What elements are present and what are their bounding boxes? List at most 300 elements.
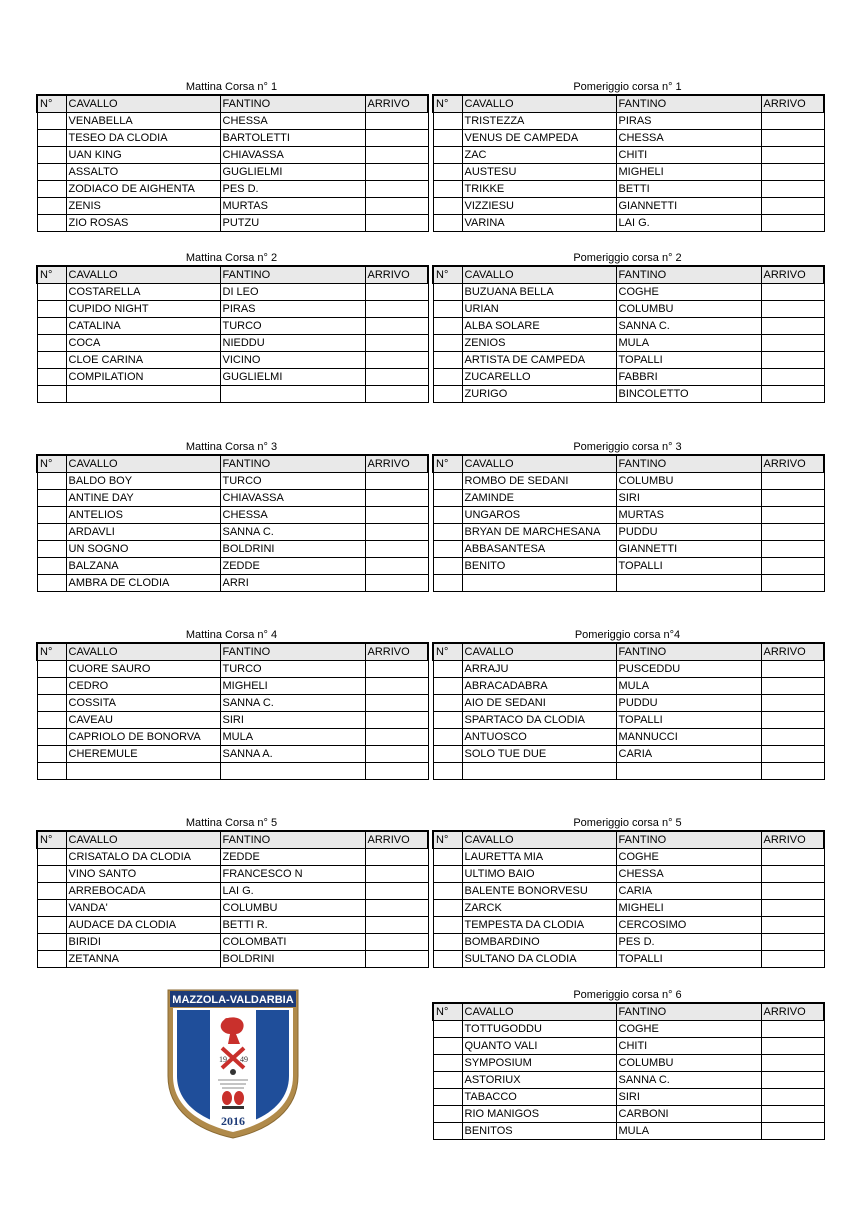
jockey-cell: NIEDDU bbox=[220, 335, 365, 352]
table-row bbox=[37, 558, 428, 575]
table-row bbox=[433, 678, 824, 695]
race-grid bbox=[432, 94, 825, 232]
horse-cell: VARINA bbox=[462, 215, 616, 232]
number-cell bbox=[433, 284, 462, 301]
number-cell bbox=[433, 181, 462, 198]
header-arrival: ARRIVO bbox=[761, 643, 824, 661]
number-cell bbox=[37, 541, 66, 558]
header-horse: CAVALLO bbox=[462, 831, 616, 849]
horse-cell: SOLO TUE DUE bbox=[462, 746, 616, 763]
number-cell bbox=[433, 661, 462, 678]
jockey-cell: BETTI bbox=[616, 181, 761, 198]
arrival-cell bbox=[761, 1072, 824, 1089]
jockey-cell: GIANNETTI bbox=[616, 198, 761, 215]
table-row bbox=[37, 198, 428, 215]
arrival-cell bbox=[365, 951, 428, 968]
table-row bbox=[37, 507, 428, 524]
number-cell bbox=[37, 215, 66, 232]
jockey-cell bbox=[616, 575, 761, 592]
arrival-cell bbox=[365, 130, 428, 147]
jockey-cell: CHESSA bbox=[220, 507, 365, 524]
arrival-cell bbox=[761, 386, 824, 403]
arrival-cell bbox=[761, 147, 824, 164]
horse-cell: VANDA' bbox=[66, 900, 220, 917]
number-cell bbox=[37, 352, 66, 369]
number-cell bbox=[37, 575, 66, 592]
table-row bbox=[433, 301, 824, 318]
horse-cell: ARREBOCADA bbox=[66, 883, 220, 900]
arrival-cell bbox=[761, 473, 824, 490]
horse-cell: VENUS DE CAMPEDA bbox=[462, 130, 616, 147]
number-cell bbox=[37, 130, 66, 147]
header-arrival: ARRIVO bbox=[761, 1003, 824, 1021]
header-row bbox=[433, 266, 824, 284]
table-row bbox=[37, 490, 428, 507]
arrival-cell bbox=[365, 473, 428, 490]
arrival-cell bbox=[365, 883, 428, 900]
arrival-cell bbox=[365, 746, 428, 763]
header-horse: CAVALLO bbox=[462, 95, 616, 113]
logo-title: MAZZOLA-VALDARBIA bbox=[172, 994, 294, 1006]
arrival-cell bbox=[761, 1021, 824, 1038]
table-row bbox=[37, 746, 428, 763]
horse-cell: ZURIGO bbox=[462, 386, 616, 403]
horse-cell: COSSITA bbox=[66, 695, 220, 712]
number-cell bbox=[37, 524, 66, 541]
number-cell bbox=[433, 369, 462, 386]
table-row bbox=[37, 473, 428, 490]
race-grid bbox=[36, 830, 429, 968]
arrival-cell bbox=[761, 661, 824, 678]
header-number: N° bbox=[37, 266, 66, 284]
header-arrival: ARRIVO bbox=[761, 455, 824, 473]
arrival-cell bbox=[365, 215, 428, 232]
horse-cell: ZUCARELLO bbox=[462, 369, 616, 386]
number-cell bbox=[433, 541, 462, 558]
race-grid bbox=[432, 454, 825, 592]
horse-cell: LAURETTA MIA bbox=[462, 849, 616, 866]
arrival-cell bbox=[365, 507, 428, 524]
table-row bbox=[433, 1072, 824, 1089]
header-number: N° bbox=[37, 95, 66, 113]
number-cell bbox=[433, 1089, 462, 1106]
jockey-cell: CHESSA bbox=[616, 130, 761, 147]
horse-cell bbox=[66, 386, 220, 403]
arrival-cell bbox=[761, 900, 824, 917]
race-table-7 bbox=[36, 628, 427, 780]
header-number: N° bbox=[433, 95, 462, 113]
jockey-cell: MIGHELI bbox=[616, 900, 761, 917]
race-title: Mattina Corsa n° 1 bbox=[185, 81, 278, 93]
arrival-cell bbox=[761, 318, 824, 335]
jockey-cell: COGHE bbox=[616, 284, 761, 301]
arrival-cell bbox=[365, 352, 428, 369]
table-row bbox=[433, 558, 824, 575]
table-row bbox=[433, 883, 824, 900]
header-arrival: ARRIVO bbox=[761, 95, 824, 113]
arrival-cell bbox=[761, 678, 824, 695]
header-row bbox=[37, 266, 428, 284]
jockey-cell: TOPALLI bbox=[616, 352, 761, 369]
arrival-cell bbox=[761, 369, 824, 386]
horse-cell: QUANTO VALI bbox=[462, 1038, 616, 1055]
horse-cell: ABBASANTESA bbox=[462, 541, 616, 558]
horse-cell: ARDAVLI bbox=[66, 524, 220, 541]
number-cell bbox=[433, 678, 462, 695]
jockey-cell: BETTI R. bbox=[220, 917, 365, 934]
number-cell bbox=[37, 335, 66, 352]
race-grid bbox=[432, 1002, 825, 1140]
arrival-cell bbox=[365, 934, 428, 951]
arrival-cell bbox=[365, 661, 428, 678]
table-row bbox=[433, 198, 824, 215]
race-table-4 bbox=[432, 251, 823, 403]
table-row bbox=[37, 130, 428, 147]
horse-cell: BALENTE BONORVESU bbox=[462, 883, 616, 900]
horse-cell: TEMPESTA DA CLODIA bbox=[462, 917, 616, 934]
horse-cell bbox=[66, 763, 220, 780]
race-title: Pomeriggio corsa n° 1 bbox=[573, 81, 682, 93]
table-row bbox=[433, 729, 824, 746]
horse-cell: CHEREMULE bbox=[66, 746, 220, 763]
header-row bbox=[37, 831, 428, 849]
jockey-cell bbox=[616, 763, 761, 780]
jockey-cell: PUDDU bbox=[616, 524, 761, 541]
race-title: Pomeriggio corsa n° 3 bbox=[573, 441, 682, 453]
header-row bbox=[433, 1003, 824, 1021]
arrival-cell bbox=[365, 524, 428, 541]
jockey-cell: MURTAS bbox=[220, 198, 365, 215]
horse-cell: ZAC bbox=[462, 147, 616, 164]
race-title: Mattina Corsa n° 3 bbox=[185, 441, 278, 453]
jockey-cell: SIRI bbox=[616, 1089, 761, 1106]
table-row bbox=[37, 661, 428, 678]
table-row bbox=[37, 318, 428, 335]
race-table-1 bbox=[36, 80, 427, 232]
arrival-cell bbox=[365, 558, 428, 575]
jockey-cell: DI LEO bbox=[220, 284, 365, 301]
arrival-cell bbox=[761, 1055, 824, 1072]
horse-cell: ANTINE DAY bbox=[66, 490, 220, 507]
jockey-cell: LAI G. bbox=[616, 215, 761, 232]
horse-cell: CATALINA bbox=[66, 318, 220, 335]
header-number: N° bbox=[433, 266, 462, 284]
number-cell bbox=[37, 900, 66, 917]
jockey-cell: CARBONI bbox=[616, 1106, 761, 1123]
horse-cell: CAVEAU bbox=[66, 712, 220, 729]
jockey-cell bbox=[220, 386, 365, 403]
number-cell bbox=[433, 1123, 462, 1140]
arrival-cell bbox=[761, 301, 824, 318]
horse-cell: SPARTACO DA CLODIA bbox=[462, 712, 616, 729]
arrival-cell bbox=[761, 1123, 824, 1140]
header-arrival: ARRIVO bbox=[365, 95, 428, 113]
race-grid bbox=[36, 454, 429, 592]
arrival-cell bbox=[761, 130, 824, 147]
arrival-cell bbox=[761, 1106, 824, 1123]
number-cell bbox=[433, 695, 462, 712]
table-row bbox=[37, 849, 428, 866]
header-number: N° bbox=[37, 831, 66, 849]
arrival-cell bbox=[761, 164, 824, 181]
arrival-cell bbox=[761, 575, 824, 592]
jockey-cell: FABBRI bbox=[616, 369, 761, 386]
arrival-cell bbox=[365, 301, 428, 318]
jockey-cell: MIGHELI bbox=[616, 164, 761, 181]
number-cell bbox=[37, 712, 66, 729]
jockey-cell: BOLDRINI bbox=[220, 541, 365, 558]
logo-year: 2016 bbox=[221, 1114, 245, 1128]
jockey-cell: TOPALLI bbox=[616, 558, 761, 575]
jockey-cell: BOLDRINI bbox=[220, 951, 365, 968]
jockey-cell bbox=[220, 763, 365, 780]
table-row bbox=[433, 746, 824, 763]
horse-cell: ROMBO DE SEDANI bbox=[462, 473, 616, 490]
table-row bbox=[37, 541, 428, 558]
number-cell bbox=[433, 507, 462, 524]
horse-cell: AMBRA DE CLODIA bbox=[66, 575, 220, 592]
number-cell bbox=[433, 883, 462, 900]
horse-cell: CLOE CARINA bbox=[66, 352, 220, 369]
horse-cell: ZENIOS bbox=[462, 335, 616, 352]
horse-cell: ARTISTA DE CAMPEDA bbox=[462, 352, 616, 369]
table-row bbox=[433, 661, 824, 678]
jockey-cell: GIANNETTI bbox=[616, 541, 761, 558]
number-cell bbox=[37, 866, 66, 883]
arrival-cell bbox=[761, 1038, 824, 1055]
number-cell bbox=[433, 524, 462, 541]
horse-cell: BALZANA bbox=[66, 558, 220, 575]
number-cell bbox=[433, 917, 462, 934]
table-row bbox=[37, 301, 428, 318]
header-row bbox=[433, 95, 824, 113]
header-jockey: FANTINO bbox=[616, 643, 761, 661]
horse-cell: AUDACE DA CLODIA bbox=[66, 917, 220, 934]
header-jockey: FANTINO bbox=[220, 643, 365, 661]
table-row bbox=[433, 866, 824, 883]
table-row bbox=[433, 147, 824, 164]
arrival-cell bbox=[761, 113, 824, 130]
table-row bbox=[37, 181, 428, 198]
table-row bbox=[433, 181, 824, 198]
arrival-cell bbox=[761, 558, 824, 575]
jockey-cell: PIRAS bbox=[220, 301, 365, 318]
arrival-cell bbox=[761, 284, 824, 301]
jockey-cell: COGHE bbox=[616, 849, 761, 866]
number-cell bbox=[433, 849, 462, 866]
horse-cell: SULTANO DA CLODIA bbox=[462, 951, 616, 968]
horse-cell: CUORE SAURO bbox=[66, 661, 220, 678]
number-cell bbox=[433, 575, 462, 592]
header-horse: CAVALLO bbox=[66, 266, 220, 284]
table-row bbox=[433, 1123, 824, 1140]
horse-cell: BRYAN DE MARCHESANA bbox=[462, 524, 616, 541]
table-row bbox=[433, 951, 824, 968]
jockey-cell: GUGLIELMI bbox=[220, 369, 365, 386]
jockey-cell: BARTOLETTI bbox=[220, 130, 365, 147]
jockey-cell: CHESSA bbox=[616, 866, 761, 883]
jockey-cell: VICINO bbox=[220, 352, 365, 369]
jockey-cell: PUDDU bbox=[616, 695, 761, 712]
jockey-cell: PUTZU bbox=[220, 215, 365, 232]
horse-cell: AUSTESU bbox=[462, 164, 616, 181]
header-horse: CAVALLO bbox=[462, 643, 616, 661]
table-row bbox=[433, 849, 824, 866]
header-horse: CAVALLO bbox=[462, 1003, 616, 1021]
header-row bbox=[37, 643, 428, 661]
jockey-cell: CERCOSIMO bbox=[616, 917, 761, 934]
arrival-cell bbox=[761, 352, 824, 369]
horse-cell: ZIO ROSAS bbox=[66, 215, 220, 232]
horse-cell bbox=[462, 575, 616, 592]
horse-cell: ABRACADABRA bbox=[462, 678, 616, 695]
horse-cell: COSTARELLA bbox=[66, 284, 220, 301]
number-cell bbox=[433, 198, 462, 215]
header-number: N° bbox=[433, 1003, 462, 1021]
arrival-cell bbox=[365, 318, 428, 335]
header-horse: CAVALLO bbox=[66, 95, 220, 113]
table-row bbox=[433, 113, 824, 130]
number-cell bbox=[433, 866, 462, 883]
arrival-cell bbox=[365, 147, 428, 164]
jockey-cell: SANNA A. bbox=[220, 746, 365, 763]
table-row bbox=[37, 524, 428, 541]
table-row bbox=[37, 335, 428, 352]
logo-year-left: 19 bbox=[219, 1055, 227, 1064]
number-cell bbox=[37, 917, 66, 934]
race-title: Pomeriggio corsa n° 6 bbox=[573, 989, 682, 1001]
header-jockey: FANTINO bbox=[220, 831, 365, 849]
table-row bbox=[433, 900, 824, 917]
race-table-5 bbox=[36, 440, 427, 592]
header-row bbox=[37, 455, 428, 473]
number-cell bbox=[433, 130, 462, 147]
number-cell bbox=[37, 181, 66, 198]
number-cell bbox=[433, 301, 462, 318]
horse-cell: BENITO bbox=[462, 558, 616, 575]
jockey-cell: TOPALLI bbox=[616, 712, 761, 729]
arrival-cell bbox=[761, 695, 824, 712]
number-cell bbox=[433, 729, 462, 746]
header-horse: CAVALLO bbox=[66, 643, 220, 661]
arrival-cell bbox=[365, 490, 428, 507]
race-title: Mattina Corsa n° 2 bbox=[185, 252, 278, 264]
race-table-8 bbox=[432, 628, 823, 780]
table-row bbox=[433, 369, 824, 386]
jockey-cell: CARIA bbox=[616, 746, 761, 763]
horse-cell bbox=[462, 763, 616, 780]
arrival-cell bbox=[365, 917, 428, 934]
table-row bbox=[37, 352, 428, 369]
header-horse: CAVALLO bbox=[66, 831, 220, 849]
horse-cell: COMPILATION bbox=[66, 369, 220, 386]
horse-cell: ZETANNA bbox=[66, 951, 220, 968]
table-row bbox=[37, 695, 428, 712]
table-row bbox=[433, 386, 824, 403]
number-cell bbox=[433, 712, 462, 729]
arrival-cell bbox=[365, 678, 428, 695]
arrival-cell bbox=[365, 866, 428, 883]
jockey-cell: PIRAS bbox=[616, 113, 761, 130]
race-table-6 bbox=[432, 440, 823, 592]
horse-cell: ULTIMO BAIO bbox=[462, 866, 616, 883]
horse-cell: VINO SANTO bbox=[66, 866, 220, 883]
jockey-cell: ZEDDE bbox=[220, 849, 365, 866]
horse-cell: AIO DE SEDANI bbox=[462, 695, 616, 712]
race-table-3 bbox=[36, 251, 427, 403]
number-cell bbox=[433, 1106, 462, 1123]
arrival-cell bbox=[365, 729, 428, 746]
horse-cell: COCA bbox=[66, 335, 220, 352]
jockey-cell: MANNUCCI bbox=[616, 729, 761, 746]
number-cell bbox=[433, 951, 462, 968]
jockey-cell: TURCO bbox=[220, 318, 365, 335]
jockey-cell: TURCO bbox=[220, 473, 365, 490]
number-cell bbox=[433, 335, 462, 352]
horse-cell: URIAN bbox=[462, 301, 616, 318]
table-row bbox=[37, 900, 428, 917]
header-row bbox=[433, 831, 824, 849]
arrival-cell bbox=[761, 541, 824, 558]
table-row bbox=[37, 951, 428, 968]
number-cell bbox=[433, 164, 462, 181]
table-row bbox=[433, 695, 824, 712]
table-row bbox=[37, 164, 428, 181]
arrival-cell bbox=[761, 1089, 824, 1106]
jockey-cell: FRANCESCO N bbox=[220, 866, 365, 883]
table-row bbox=[37, 369, 428, 386]
header-jockey: FANTINO bbox=[616, 266, 761, 284]
table-row bbox=[433, 934, 824, 951]
horse-cell: BOMBARDINO bbox=[462, 934, 616, 951]
table-row bbox=[433, 524, 824, 541]
horse-cell: ASTORIUX bbox=[462, 1072, 616, 1089]
jockey-cell: MULA bbox=[220, 729, 365, 746]
jockey-cell: SANNA C. bbox=[616, 318, 761, 335]
header-arrival: ARRIVO bbox=[365, 266, 428, 284]
table-row bbox=[37, 763, 428, 780]
arrival-cell bbox=[761, 507, 824, 524]
arrival-cell bbox=[761, 198, 824, 215]
horse-cell: ZARCK bbox=[462, 900, 616, 917]
table-row bbox=[37, 866, 428, 883]
arrival-cell bbox=[761, 746, 824, 763]
mazzola-valdarbia-logo bbox=[166, 988, 300, 1140]
logo-year-right: 49 bbox=[240, 1055, 248, 1064]
number-cell bbox=[37, 763, 66, 780]
number-cell bbox=[433, 490, 462, 507]
number-cell bbox=[37, 849, 66, 866]
arrival-cell bbox=[761, 849, 824, 866]
table-row bbox=[433, 763, 824, 780]
table-row bbox=[433, 352, 824, 369]
table-row bbox=[433, 473, 824, 490]
horse-cell: ZENIS bbox=[66, 198, 220, 215]
horse-cell: UN SOGNO bbox=[66, 541, 220, 558]
jockey-cell: MULA bbox=[616, 678, 761, 695]
arrival-cell bbox=[761, 335, 824, 352]
table-row bbox=[433, 164, 824, 181]
number-cell bbox=[37, 301, 66, 318]
number-cell bbox=[37, 284, 66, 301]
number-cell bbox=[37, 558, 66, 575]
horse-cell: UNGAROS bbox=[462, 507, 616, 524]
race-title: Pomeriggio corsa n° 5 bbox=[573, 817, 682, 829]
jockey-cell: SIRI bbox=[616, 490, 761, 507]
arrival-cell bbox=[365, 712, 428, 729]
jockey-cell: CHITI bbox=[616, 1038, 761, 1055]
arrival-cell bbox=[365, 335, 428, 352]
